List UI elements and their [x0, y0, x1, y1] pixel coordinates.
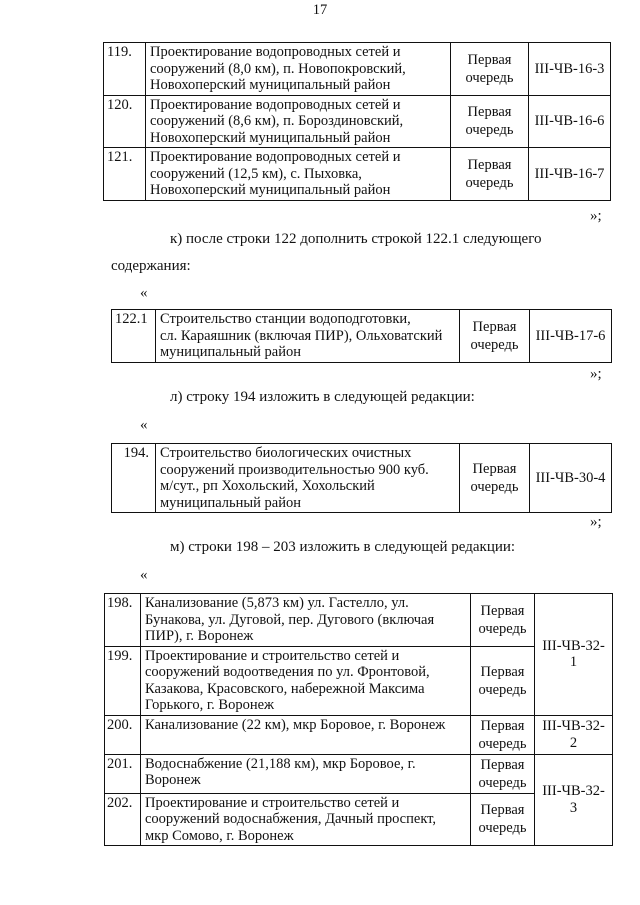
closing-quote: »; [590, 514, 602, 530]
row-code: III-ЧВ-30-4 [530, 444, 612, 513]
row-description: Проектирование водопроводных сетей и сооружений (8,6 км), п. Бороздиновский, Новохоперский муниципальный район [146, 95, 451, 148]
row-description: Проектирование водопроводных сетей и сооружений (8,0 км), п. Новопокровский, Новохоперский муниципальный район [146, 43, 451, 96]
table-row-194 [111, 443, 612, 513]
row-stage: Первая очередь [451, 148, 529, 201]
closing-quote: »; [590, 366, 602, 382]
page-number: 17 [312, 2, 328, 18]
row-number: 194. [112, 444, 156, 513]
row-code: III-ЧВ-16-7 [529, 148, 611, 201]
row-description: Канализование (22 км), мкр Боровое, г. Воронеж [141, 715, 471, 754]
row-description: Строительство станции водоподготовки, сл. Караяшник (включая ПИР), Ольховатский муниципальный район [156, 310, 460, 363]
paragraph-k: к) после строки 122 дополнить строкой 122.1 следующего [170, 231, 542, 247]
row-description: Проектирование водопроводных сетей и сооружений (12,5 км), с. Пыховка, Новохоперский муниципальный район [146, 148, 451, 201]
row-number: 119. [104, 43, 146, 96]
row-description: Канализование (5,873 км) ул. Гастелло, ул. Бунакова, ул. Дуговой, пер. Дугового (включая ПИР), г. Воронеж [141, 594, 471, 647]
row-number: 120. [104, 95, 146, 148]
row-code: III-ЧВ-32-2 [535, 715, 613, 754]
row-stage: Первая очередь [451, 43, 529, 96]
row-number: 121. [104, 148, 146, 201]
row-stage: Первая очередь [471, 646, 535, 715]
row-description: Проектирование и строительство сетей и сооружений водоснабжения, Дачный проспект, мкр Сомово, г. Воронеж [141, 793, 471, 846]
row-stage: Первая очередь [471, 715, 535, 754]
row-code: III-ЧВ-16-6 [529, 95, 611, 148]
table-rows-119-121 [103, 42, 611, 201]
table-row [112, 444, 612, 513]
row-number: 198. [105, 594, 141, 647]
table-row [105, 594, 613, 647]
row-stage: Первая очередь [451, 95, 529, 148]
row-stage: Первая очередь [460, 444, 530, 513]
table-row [104, 148, 611, 201]
row-code: III-ЧВ-17-6 [530, 310, 612, 363]
opening-quote: « [140, 417, 148, 433]
row-code: III-ЧВ-16-3 [529, 43, 611, 96]
row-number: 199. [105, 646, 141, 715]
row-description: Водоснабжение (21,188 км), мкр Боровое, г. Воронеж [141, 754, 471, 793]
paragraph-m: м) строки 198 – 203 изложить в следующей редакции: [170, 539, 516, 555]
table-rows-198-202 [104, 593, 613, 846]
closing-quote: »; [590, 208, 602, 224]
row-stage: Первая очередь [471, 594, 535, 647]
table-row [104, 43, 611, 96]
table-row [112, 310, 612, 363]
row-stage: Первая очередь [471, 793, 535, 846]
paragraph-l: л) строку 194 изложить в следующей редакции: [170, 389, 475, 405]
opening-quote: « [140, 285, 148, 301]
paragraph-k-continuation: содержания: [111, 258, 191, 274]
row-number: 122.1 [112, 310, 156, 363]
table-row [105, 715, 613, 754]
table-row [104, 95, 611, 148]
row-number: 200. [105, 715, 141, 754]
row-number: 201. [105, 754, 141, 793]
opening-quote: « [140, 567, 148, 583]
row-code: III-ЧВ-32-1 [535, 594, 613, 716]
table-row [105, 754, 613, 793]
row-stage: Первая очередь [460, 310, 530, 363]
row-code: III-ЧВ-32-3 [535, 754, 613, 846]
row-stage: Первая очередь [471, 754, 535, 793]
table-row-122-1 [111, 309, 612, 363]
row-number: 202. [105, 793, 141, 846]
row-description: Строительство биологических очистных сооружений производительностью 900 куб. м/сут., рп Хохольский, Хохольский муниципальный район [156, 444, 460, 513]
row-description: Проектирование и строительство сетей и сооружений водоотведения по ул. Фронтовой, Казакова, Красовского, набережной Максима Горького, г. Воронеж [141, 646, 471, 715]
